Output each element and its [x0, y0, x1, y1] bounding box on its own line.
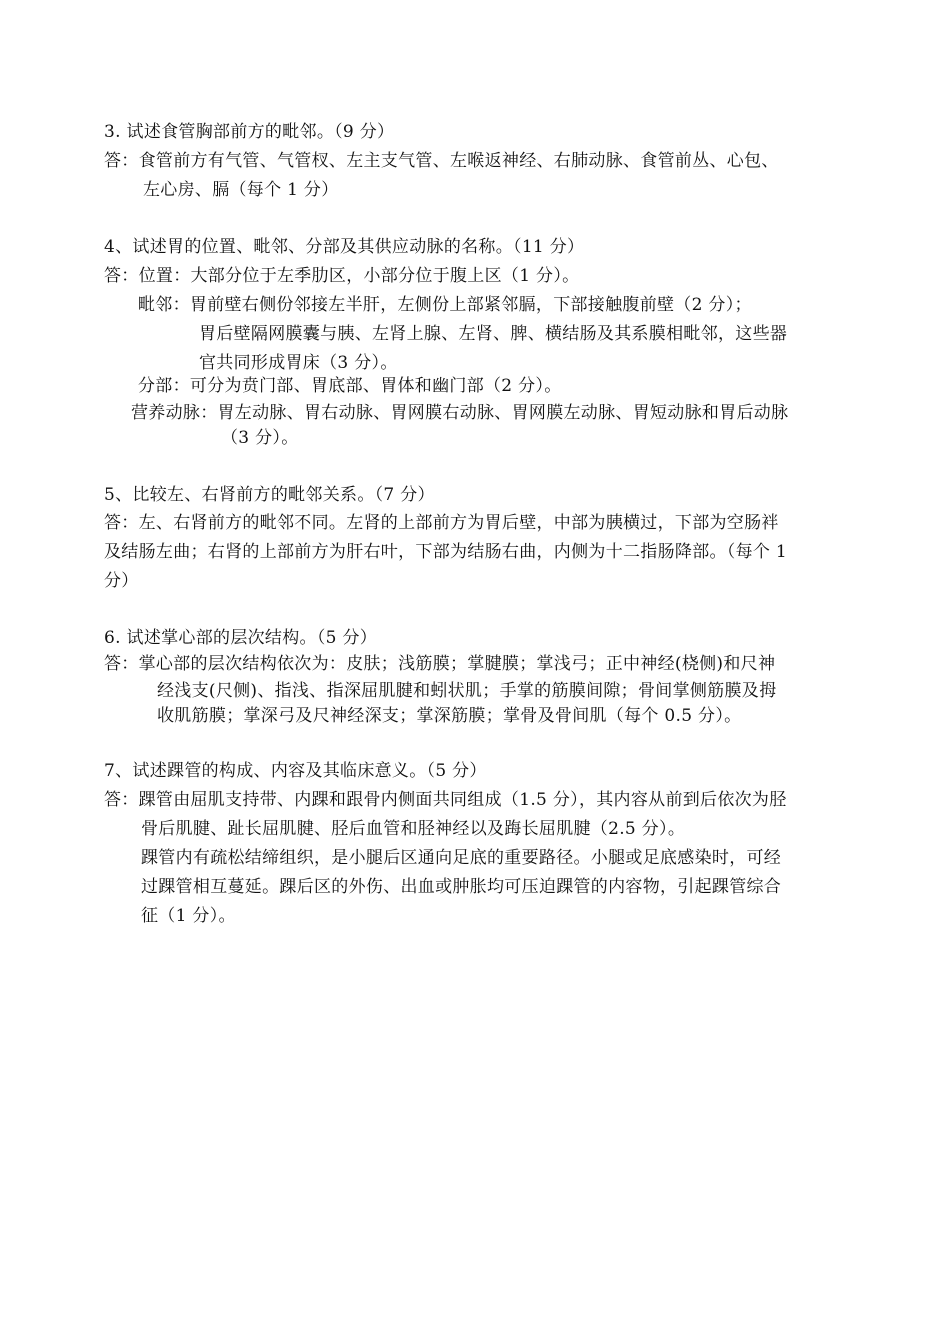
answer-4-arteries-line-2: （3 分）。	[221, 428, 299, 448]
question-6: 6. 试述掌心部的层次结构。（5 分）	[104, 628, 378, 648]
question-7: 7、试述踝管的构成、内容及其临床意义。（5 分）	[104, 761, 487, 781]
answer-5-line-1: 答：左、右肾前方的毗邻不同。左肾的上部前方为胃后壁，中部为胰横过，下部为空肠袢	[104, 513, 779, 533]
answer-6-line-3: 收肌筋膜；掌深弓及尺神经深支；掌深筋膜；掌骨及骨间肌（每个 0.5 分）。	[157, 706, 742, 726]
answer-3-line-2: 左心房、膈（每个 1 分）	[143, 180, 339, 200]
answer-7-line-5: 征（1 分）。	[141, 906, 236, 926]
answer-5-line-3: 分）	[104, 571, 139, 591]
answer-7-line-4: 过踝管相互蔓延。踝后区的外伤、出血或肿胀均可压迫踝管的内容物，引起踝管综合	[141, 877, 782, 897]
answer-4-adjacent-line-1: 毗邻：胃前壁右侧份邻接左半肝，左侧份上部紧邻膈，下部接触腹前壁（2 分）；	[138, 295, 752, 315]
answer-5-line-2: 及结肠左曲；右肾的上部前方为肝右叶，下部为结肠右曲，内侧为十二指肠降部。（每个 1	[104, 542, 788, 562]
answer-4-adjacent-line-2: 胃后壁隔网膜囊与胰、左肾上腺、左肾、脾、横结肠及其系膜相毗邻，这些器	[199, 324, 788, 344]
question-3: 3. 试述食管胸部前方的毗邻。（9 分）	[104, 122, 395, 142]
answer-6-line-2: 经浅支(尺侧)、指浅、指深屈肌腱和蚓状肌；手掌的筋膜间隙；骨间掌侧筋膜及拇	[157, 681, 777, 701]
answer-7-line-2: 骨后肌腱、趾长屈肌腱、胫后血管和胫神经以及踇长屈肌腱（2.5 分）。	[141, 819, 686, 839]
question-5: 5、比较左、右肾前方的毗邻关系。（7 分）	[104, 485, 435, 505]
answer-7-line-3: 踝管内有疏松结缔组织，是小腿后区通向足底的重要路径。小腿或足底感染时，可经	[141, 848, 782, 868]
answer-4-arteries-line-1: 营养动脉：胃左动脉、胃右动脉、胃网膜右动脉、胃网膜左动脉、胃短动脉和胃后动脉	[131, 403, 789, 423]
answer-4-adjacent-line-3: 官共同形成胃床（3 分）。	[199, 353, 398, 373]
answer-7-line-1: 答：踝管由屈肌支持带、内踝和跟骨内侧面共同组成（1.5 分），其内容从前到后依次为胫	[104, 790, 787, 810]
answer-6-line-1: 答：掌心部的层次结构依次为：皮肤；浅筋膜；掌腱膜；掌浅弓；正中神经(桡侧)和尺神	[104, 654, 776, 674]
answer-4-parts: 分部：可分为贲门部、胃底部、胃体和幽门部（2 分）。	[138, 376, 562, 396]
question-4: 4、试述胃的位置、毗邻、分部及其供应动脉的名称。（11 分）	[104, 237, 585, 257]
answer-3-line-1: 答：食管前方有气管、气管杈、左主支气管、左喉返神经、右肺动脉、食管前丛、心包、	[104, 151, 779, 171]
answer-4-position: 答：位置：大部分位于左季肋区，小部分位于腹上区（1 分）。	[104, 266, 580, 286]
